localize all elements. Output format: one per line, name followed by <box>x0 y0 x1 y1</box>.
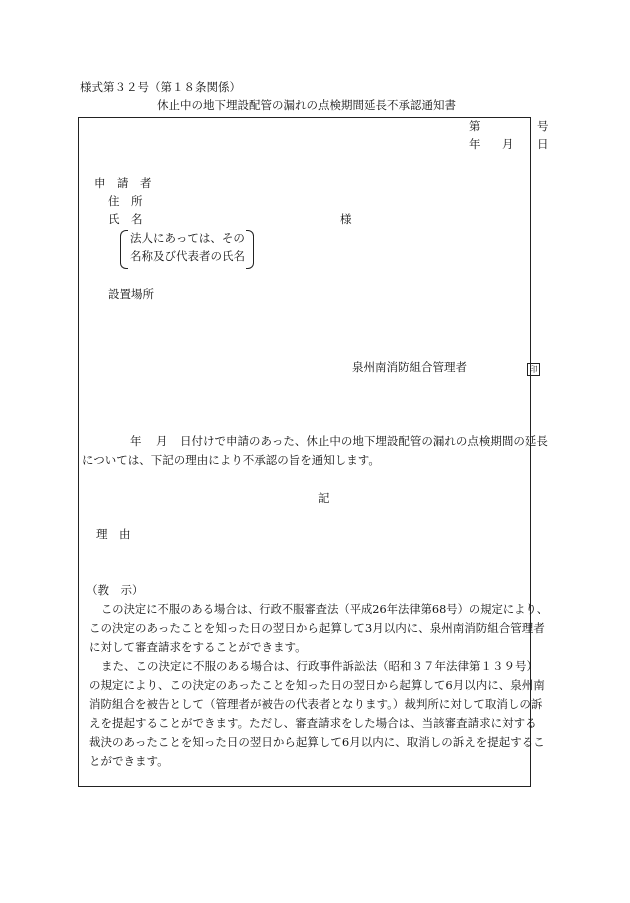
doc-number-suffix: 号 <box>537 119 549 133</box>
issuer-name: 泉州南消防組合管理者 <box>352 360 467 374</box>
instruction-line: この決定に不服のある場合は、行政不服審査法（平成26年法律第68号）の規定により、 <box>101 602 549 616</box>
instruction-line: に対して審査請求をすることができます。 <box>89 640 307 654</box>
honorific: 様 <box>340 212 352 226</box>
instruction-line: また、この決定に不服のある場合は、行政事件訴訟法（昭和３７年法律第１３９号） <box>101 659 538 673</box>
instruction-line: とができます。 <box>89 754 169 768</box>
corporate-note-line2: 名称及び代表者の氏名 <box>130 249 245 263</box>
right-bracket <box>246 230 254 269</box>
corporate-note <box>120 230 254 267</box>
location-label: 設置場所 <box>108 287 154 301</box>
applicant-heading: 申 請 者 <box>94 176 152 190</box>
left-bracket <box>120 230 128 269</box>
instruction-line: 消防組合を被告として（管理者が被告の代表者となります。）裁判所に対して取消しの訴 <box>89 697 543 711</box>
seal-mark: 印 <box>527 363 540 376</box>
body-line1: 日付けで申請のあった、休止中の地下埋設配管の漏れの点検期間の延長 <box>180 434 548 448</box>
doc-number-prefix: 第 <box>469 119 481 133</box>
form-label: 様式第３２号（第１８条関係） <box>80 80 241 94</box>
corporate-note-line1: 法人にあっては、その <box>130 231 245 245</box>
instruction-line: の規定により、この決定のあったことを知った日の翌日から起算して6月以内に、泉州南 <box>89 678 545 692</box>
document-title: 休止中の地下埋設配管の漏れの点検期間延長不承認通知書 <box>157 98 456 112</box>
name-label: 氏 名 <box>108 212 143 226</box>
body-line2: については、下記の理由により不承認の旨を通知します。 <box>82 453 380 467</box>
date-month: 月 <box>502 137 514 151</box>
instruction-line: 裁決のあったことを知った日の翌日から起算して6月以内に、取消しの訴えを提起するこ <box>89 735 545 749</box>
date-day: 日 <box>537 137 549 151</box>
instruction-heading: （教 示） <box>86 583 144 597</box>
reason-label: 理 由 <box>96 527 131 541</box>
instruction-line: えを提起することができます。ただし、審査請求をした場合は、当該審査請求に対する <box>89 716 537 730</box>
body-month: 月 <box>156 434 168 448</box>
ki-mark: 記 <box>318 491 330 505</box>
body-year: 年 <box>130 434 142 448</box>
address-label: 住 所 <box>108 194 143 208</box>
date-year: 年 <box>469 137 481 151</box>
instruction-line: この決定のあったことを知った日の翌日から起算して3月以内に、泉州南消防組合管理者 <box>89 621 545 635</box>
